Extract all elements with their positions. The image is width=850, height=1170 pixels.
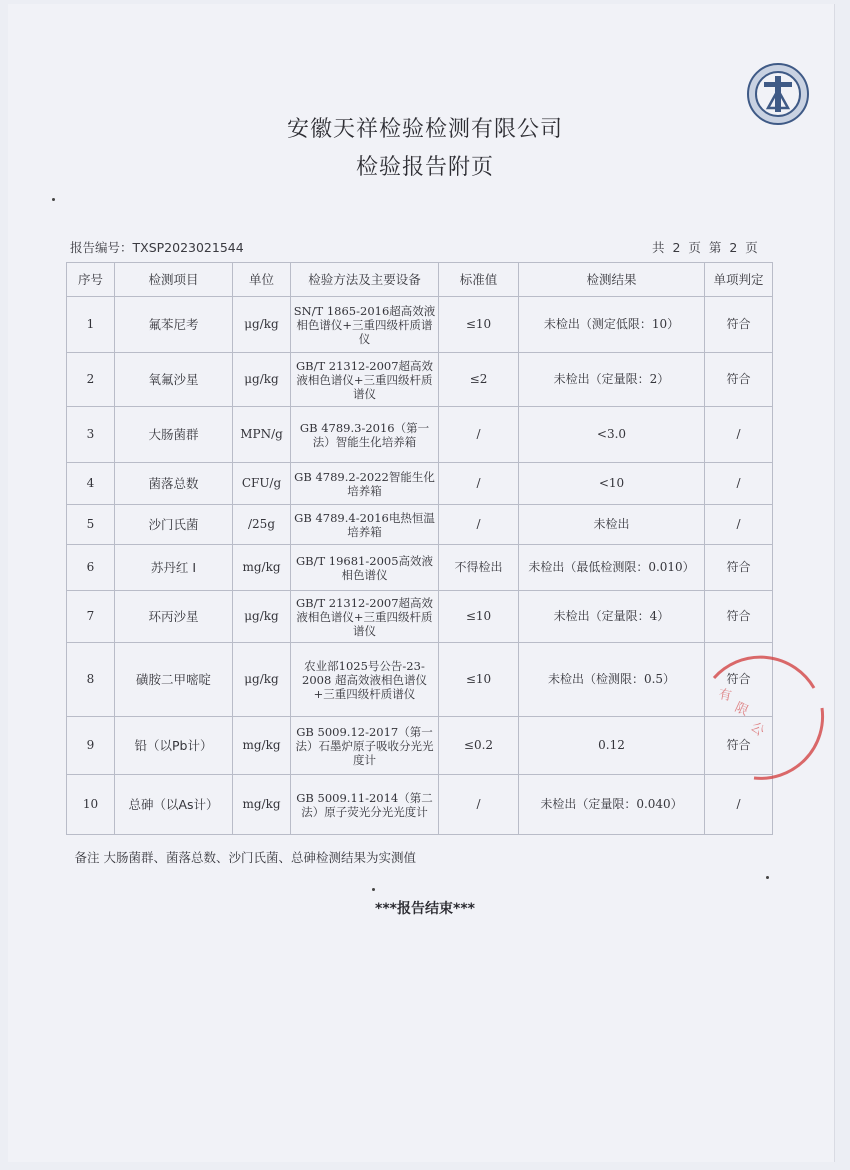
test-item: 氟苯尼考 — [115, 297, 233, 353]
table-header-row — [67, 263, 773, 297]
verdict: 符合 — [705, 591, 773, 643]
test-item: 总砷（以As计） — [115, 775, 233, 835]
report-subtitle: 检验报告附页 — [355, 155, 494, 180]
svg-text:有: 有 — [717, 687, 733, 705]
report-end-text: ***报告结束*** — [375, 901, 475, 917]
test-item: 铅（以Pb计） — [115, 717, 233, 775]
table-row — [67, 775, 773, 835]
column-header: 检测结果 — [519, 263, 705, 297]
report-number: 报告编号：TXSP2023021544 — [70, 240, 244, 255]
test-method: GB 5009.11-2014（第二法）原子荧光分光光度计 — [291, 775, 439, 835]
test-result: 未检出（定量限：4） — [519, 591, 705, 643]
test-result: 未检出 — [519, 505, 705, 545]
test-method: GB/T 19681-2005高效液相色谱仪 — [291, 545, 439, 591]
verdict: 符合 — [705, 643, 773, 717]
test-result: 未检出（定量限：0.040） — [519, 775, 705, 835]
test-result: 未检出（定量限：2） — [519, 353, 705, 407]
verdict: 符合 — [705, 297, 773, 353]
test-result: <3.0 — [519, 407, 705, 463]
standard-value: ≤10 — [439, 591, 519, 643]
test-item: 沙门氏菌 — [115, 505, 233, 545]
svg-text:限: 限 — [732, 700, 751, 720]
column-header: 序号 — [67, 263, 115, 297]
table-row — [67, 353, 773, 407]
test-item: 环丙沙星 — [115, 591, 233, 643]
row-number: 7 — [67, 591, 115, 643]
table-row — [67, 297, 773, 353]
verdict: / — [705, 463, 773, 505]
test-method: GB 5009.12-2017（第一法）石墨炉原子吸收分光光度计 — [291, 717, 439, 775]
test-result: 未检出（检测限：0.5） — [519, 643, 705, 717]
row-number: 6 — [67, 545, 115, 591]
row-number: 10 — [67, 775, 115, 835]
table-row — [67, 643, 773, 717]
standard-value: / — [439, 463, 519, 505]
standard-value: ≤10 — [439, 643, 519, 717]
column-header: 检验方法及主要设备 — [291, 263, 439, 297]
unit: /25g — [233, 505, 291, 545]
test-item: 氧氟沙星 — [115, 353, 233, 407]
scan-speck — [372, 888, 375, 891]
column-header: 标准值 — [439, 263, 519, 297]
table-row — [67, 545, 773, 591]
test-method: GB 4789.4-2016电热恒温培养箱 — [291, 505, 439, 545]
unit: μg/kg — [233, 643, 291, 717]
test-method: GB 4789.2-2022智能生化培养箱 — [291, 463, 439, 505]
verdict: 符合 — [705, 717, 773, 775]
unit: μg/kg — [233, 353, 291, 407]
test-result: 0.12 — [519, 717, 705, 775]
standard-value: / — [439, 407, 519, 463]
table-row — [67, 505, 773, 545]
test-method: GB/T 21312-2007超高效液相色谱仪+三重四级杆质谱仪 — [291, 591, 439, 643]
verdict: 符合 — [705, 545, 773, 591]
verdict: 符合 — [705, 353, 773, 407]
row-number: 8 — [67, 643, 115, 717]
unit: MPN/g — [233, 407, 291, 463]
svg-text:公: 公 — [747, 719, 768, 740]
row-number: 4 — [67, 463, 115, 505]
test-result: 未检出（测定低限：10） — [519, 297, 705, 353]
verdict: / — [705, 775, 773, 835]
row-number: 5 — [67, 505, 115, 545]
row-number: 2 — [67, 353, 115, 407]
unit: mg/kg — [233, 545, 291, 591]
test-method: 农业部1025号公告-23-2008 超高效液相色谱仪+三重四级杆质谱仪 — [291, 643, 439, 717]
test-method: GB 4789.3-2016（第一法）智能生化培养箱 — [291, 407, 439, 463]
column-header: 检测项目 — [115, 263, 233, 297]
unit: μg/kg — [233, 297, 291, 353]
column-header: 单项判定 — [705, 263, 773, 297]
table-row — [67, 591, 773, 643]
row-number: 1 — [67, 297, 115, 353]
table-row — [67, 407, 773, 463]
test-item: 磺胺二甲嘧啶 — [115, 643, 233, 717]
verdict: / — [705, 505, 773, 545]
test-item: 大肠菌群 — [115, 407, 233, 463]
standard-value: / — [439, 775, 519, 835]
test-method: SN/T 1865-2016超高效液相色谱仪+三重四级杆质谱仪 — [291, 297, 439, 353]
remark-text: 备注 大肠菌群、菌落总数、沙门氏菌、总砷检测结果为实测值 — [67, 835, 773, 880]
scan-speck — [52, 198, 55, 201]
remark-row — [67, 835, 773, 880]
unit: CFU/g — [233, 463, 291, 505]
test-result: <10 — [519, 463, 705, 505]
standard-value: 不得检出 — [439, 545, 519, 591]
test-item: 菌落总数 — [115, 463, 233, 505]
test-result: 未检出（最低检测限：0.010） — [519, 545, 705, 591]
test-item: 苏丹红 I — [115, 545, 233, 591]
standard-value: / — [439, 505, 519, 545]
page-info: 共 2 页 第 2 页 — [652, 240, 760, 255]
unit: mg/kg — [233, 717, 291, 775]
verdict: / — [705, 407, 773, 463]
company-name: 安徽天祥检验检测有限公司 — [286, 117, 563, 142]
standard-value: ≤10 — [439, 297, 519, 353]
standard-value: ≤2 — [439, 353, 519, 407]
table-row — [67, 463, 773, 505]
unit: mg/kg — [233, 775, 291, 835]
row-number: 9 — [67, 717, 115, 775]
test-method: GB/T 21312-2007超高效液相色谱仪+三重四级杆质谱仪 — [291, 353, 439, 407]
scan-speck — [766, 876, 769, 879]
standard-value: ≤0.2 — [439, 717, 519, 775]
row-number: 3 — [67, 407, 115, 463]
table-row — [67, 717, 773, 775]
column-header: 单位 — [233, 263, 291, 297]
inspection-table — [66, 262, 773, 879]
unit: μg/kg — [233, 591, 291, 643]
